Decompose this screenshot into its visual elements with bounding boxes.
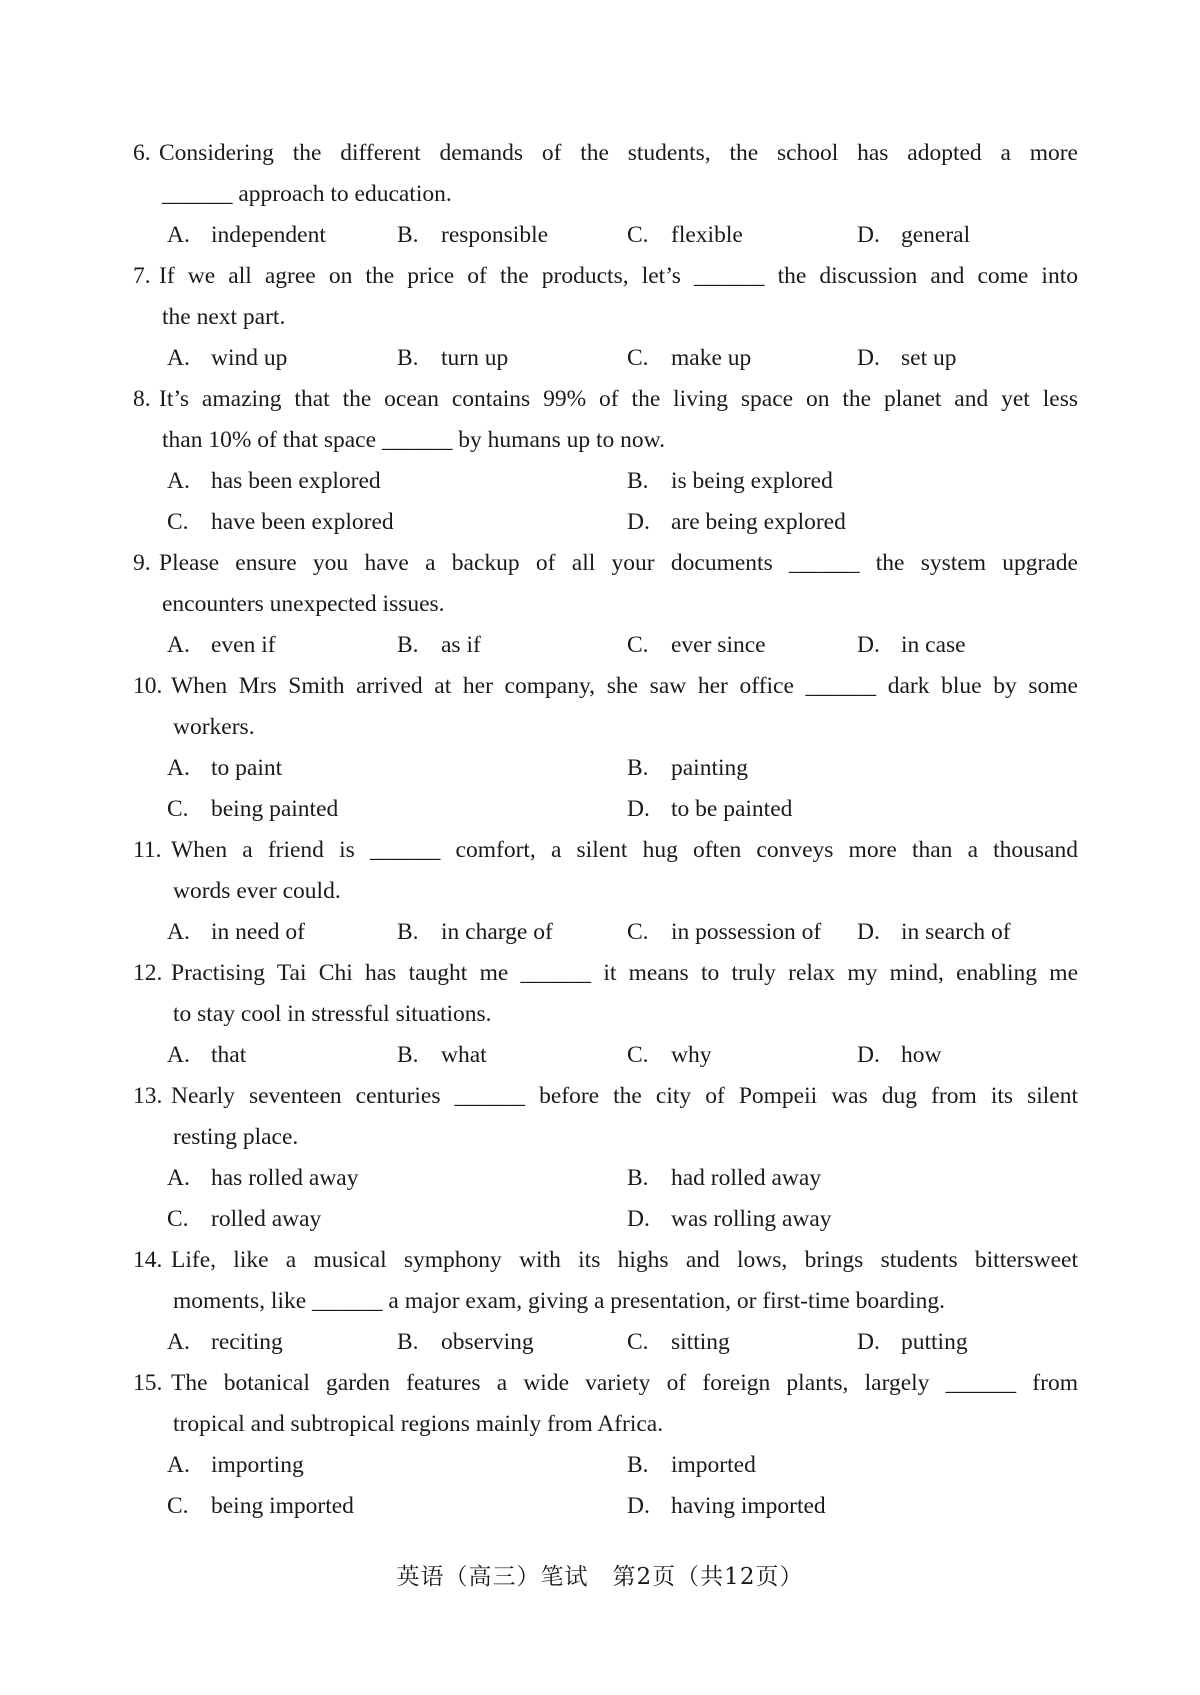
question-stem-continued: ______ approach to education. [162, 181, 452, 207]
option-text: reciting [211, 1329, 283, 1355]
answer-option[interactable] [857, 215, 970, 256]
option-text: to paint [211, 755, 283, 781]
option-text: general [901, 222, 971, 248]
option-letter: A. [167, 1329, 190, 1355]
option-letter: B. [397, 222, 419, 248]
option-text: why [671, 1042, 712, 1068]
answer-option[interactable] [627, 912, 821, 953]
question-stem: Considering the different demands of the students, the school has adopted a more [159, 140, 1078, 166]
question-item [133, 1363, 1078, 1527]
answer-option[interactable] [627, 502, 846, 543]
answer-option[interactable] [167, 748, 282, 789]
answer-option[interactable] [167, 1445, 304, 1486]
option-text: has rolled away [211, 1165, 359, 1191]
answer-option[interactable] [627, 1199, 832, 1240]
question-stem-continued: workers. [173, 714, 255, 740]
option-letter: B. [627, 1452, 649, 1478]
answer-option[interactable] [627, 461, 833, 502]
option-letter: D. [857, 1042, 880, 1068]
option-text: what [441, 1042, 487, 1068]
answer-option[interactable] [397, 1035, 487, 1076]
option-letter: B. [397, 345, 419, 371]
answer-option[interactable] [627, 1322, 730, 1363]
option-letter: D. [857, 1329, 880, 1355]
question-stem: Practising Tai Chi has taught me ______ it means to truly relax my mind, enabling me [171, 960, 1078, 986]
answer-option[interactable] [857, 338, 956, 379]
question-item [133, 830, 1078, 953]
option-text: in search of [901, 919, 1011, 945]
answer-option[interactable] [167, 1035, 246, 1076]
question-stem: Please ensure you have a backup of all your documents ______ the system upgrade [159, 550, 1078, 576]
question-number: 13. [133, 1083, 163, 1109]
answer-option[interactable] [397, 625, 481, 666]
question-line [133, 133, 1078, 174]
question-line [133, 1240, 1078, 1281]
question-line [133, 871, 1078, 912]
option-letter: D. [627, 1206, 650, 1232]
question-line [133, 1117, 1078, 1158]
option-text: being imported [211, 1493, 354, 1519]
question-item [133, 379, 1078, 543]
question-line [133, 1363, 1078, 1404]
option-text: painting [671, 755, 749, 781]
option-text: importing [211, 1452, 304, 1478]
option-text: to be painted [671, 796, 793, 822]
option-letter: B. [627, 755, 649, 781]
question-item [133, 543, 1078, 666]
option-text: rolled away [211, 1206, 322, 1232]
option-letter: C. [627, 1329, 649, 1355]
answer-option[interactable] [167, 1158, 358, 1199]
question-item [133, 1240, 1078, 1363]
question-number: 6. [133, 140, 151, 166]
option-letter: C. [627, 919, 649, 945]
question-number: 12. [133, 960, 163, 986]
page-footer: 英语（高三）笔试 第2页（共12页） [396, 1564, 804, 1590]
option-text: flexible [671, 222, 743, 248]
answer-option[interactable] [857, 1035, 941, 1076]
answer-options [133, 1322, 1078, 1363]
answer-option[interactable] [627, 625, 766, 666]
answer-option[interactable] [627, 338, 751, 379]
option-letter: C. [167, 1493, 189, 1519]
question-line [133, 830, 1078, 871]
question-line [133, 1076, 1078, 1117]
question-stem-continued: encounters unexpected issues. [162, 591, 445, 617]
option-letter: A. [167, 468, 190, 494]
question-line [133, 379, 1078, 420]
answer-option[interactable] [397, 338, 508, 379]
option-letter: D. [857, 222, 880, 248]
option-letter: C. [627, 345, 649, 371]
answer-option[interactable] [167, 215, 326, 256]
answer-option[interactable] [167, 338, 287, 379]
option-letter: C. [167, 1206, 189, 1232]
option-letter: C. [167, 509, 189, 535]
answer-options [133, 748, 1078, 830]
question-line [133, 297, 1078, 338]
option-text: even if [211, 632, 276, 658]
option-text: as if [441, 632, 481, 658]
answer-option[interactable] [167, 1486, 354, 1527]
option-text: is being explored [671, 468, 833, 494]
question-item [133, 256, 1078, 379]
question-stem-continued: the next part. [162, 304, 286, 330]
question-item [133, 133, 1078, 256]
answer-option[interactable] [627, 1035, 711, 1076]
question-stem-continued: tropical and subtropical regions mainly from Africa. [173, 1411, 664, 1437]
question-stem: When a friend is ______ comfort, a silent hug often conveys more than a thousand [171, 837, 1078, 863]
option-letter: C. [627, 1042, 649, 1068]
option-letter: B. [397, 1329, 419, 1355]
option-text: observing [441, 1329, 534, 1355]
option-letter: B. [397, 632, 419, 658]
answer-option[interactable] [167, 1199, 321, 1240]
option-text: that [211, 1042, 247, 1068]
answer-options [133, 912, 1078, 953]
answer-options [133, 338, 1078, 379]
answer-options [133, 1158, 1078, 1240]
option-letter: A. [167, 1165, 190, 1191]
option-text: having imported [671, 1493, 826, 1519]
answer-option[interactable] [627, 1158, 821, 1199]
question-line [133, 1281, 1078, 1322]
question-line [133, 420, 1078, 461]
option-text: independent [211, 222, 326, 248]
answer-option[interactable] [857, 1322, 968, 1363]
question-line [133, 707, 1078, 748]
answer-options [133, 1445, 1078, 1527]
question-number: 15. [133, 1370, 163, 1396]
option-text: responsible [441, 222, 549, 248]
option-text: ever since [671, 632, 766, 658]
answer-option[interactable] [167, 461, 381, 502]
answer-option[interactable] [627, 789, 792, 830]
option-text: make up [671, 345, 752, 371]
question-stem: Life, like a musical symphony with its highs and lows, brings students bittersweet [171, 1247, 1078, 1273]
question-item [133, 1076, 1078, 1240]
question-number: 10. [133, 673, 163, 699]
option-text: sitting [671, 1329, 730, 1355]
question-stem: When Mrs Smith arrived at her company, she saw her office ______ dark blue by some [171, 673, 1078, 699]
option-letter: A. [167, 919, 190, 945]
option-text: turn up [441, 345, 509, 371]
option-text: how [901, 1042, 942, 1068]
question-line [133, 994, 1078, 1035]
question-item [133, 953, 1078, 1076]
answer-option[interactable] [167, 789, 338, 830]
answer-option[interactable] [167, 625, 276, 666]
option-letter: B. [397, 1042, 419, 1068]
question-number: 11. [133, 837, 162, 863]
option-text: in need of [211, 919, 305, 945]
answer-option[interactable] [627, 1445, 756, 1486]
question-line [133, 584, 1078, 625]
option-text: wind up [211, 345, 288, 371]
option-letter: C. [167, 796, 189, 822]
answer-option[interactable] [857, 625, 966, 666]
question-item [133, 666, 1078, 830]
answer-option[interactable] [167, 1322, 283, 1363]
question-number: 7. [133, 263, 151, 289]
option-text: imported [671, 1452, 756, 1478]
answer-option[interactable] [167, 912, 305, 953]
option-letter: A. [167, 755, 190, 781]
question-number: 14. [133, 1247, 163, 1273]
question-list [133, 133, 1078, 1527]
option-letter: D. [627, 509, 650, 535]
option-letter: D. [857, 345, 880, 371]
answer-options [133, 1035, 1078, 1076]
option-letter: D. [627, 1493, 650, 1519]
question-stem-continued: words ever could. [173, 878, 341, 904]
option-text: was rolling away [671, 1206, 832, 1232]
option-text: in case [901, 632, 966, 658]
option-text: putting [901, 1329, 968, 1355]
option-letter: B. [627, 1165, 649, 1191]
question-stem: Nearly seventeen centuries ______ before the city of Pompeii was dug from its silent [171, 1083, 1078, 1109]
option-letter: A. [167, 1452, 190, 1478]
option-letter: A. [167, 345, 190, 371]
answer-options [133, 215, 1078, 256]
question-stem-continued: to stay cool in stressful situations. [173, 1001, 492, 1027]
option-letter: B. [627, 468, 649, 494]
question-stem-continued: moments, like ______ a major exam, giving a presentation, or first-time boarding. [173, 1288, 946, 1314]
option-text: has been explored [211, 468, 381, 494]
option-letter: B. [397, 919, 419, 945]
answer-options [133, 625, 1078, 666]
question-line [133, 1404, 1078, 1445]
option-letter: A. [167, 632, 190, 658]
option-text: had rolled away [671, 1165, 822, 1191]
answer-option[interactable] [397, 1322, 534, 1363]
option-text: being painted [211, 796, 339, 822]
option-text: in charge of [441, 919, 553, 945]
question-stem: If we all agree on the price of the products, let’s ______ the discussion and come into [159, 263, 1078, 289]
question-number: 9. [133, 550, 151, 576]
answer-options [133, 461, 1078, 543]
question-line [133, 256, 1078, 297]
option-letter: D. [627, 796, 650, 822]
question-stem: It’s amazing that the ocean contains 99% of the living space on the planet and yet less [159, 386, 1078, 412]
option-letter: A. [167, 1042, 190, 1068]
option-text: have been explored [211, 509, 394, 535]
option-letter: A. [167, 222, 190, 248]
answer-option[interactable] [397, 215, 548, 256]
question-line [133, 543, 1078, 584]
answer-option[interactable] [627, 748, 748, 789]
question-stem-continued: resting place. [173, 1124, 299, 1150]
answer-option[interactable] [167, 502, 394, 543]
option-letter: C. [627, 222, 649, 248]
option-letter: D. [857, 632, 880, 658]
question-stem: The botanical garden features a wide variety of foreign plants, largely ______ from [171, 1370, 1078, 1396]
question-number: 8. [133, 386, 151, 412]
answer-option[interactable] [627, 1486, 826, 1527]
option-letter: C. [627, 632, 649, 658]
answer-option[interactable] [627, 215, 743, 256]
option-text: in possession of [671, 919, 822, 945]
option-text: are being explored [671, 509, 846, 535]
option-text: set up [901, 345, 957, 371]
question-stem-continued: than 10% of that space ______ by humans up to now. [162, 427, 665, 453]
question-line [133, 953, 1078, 994]
option-letter: D. [857, 919, 880, 945]
answer-option[interactable] [857, 912, 1011, 953]
question-line [133, 666, 1078, 707]
question-line [133, 174, 1078, 215]
answer-option[interactable] [397, 912, 553, 953]
